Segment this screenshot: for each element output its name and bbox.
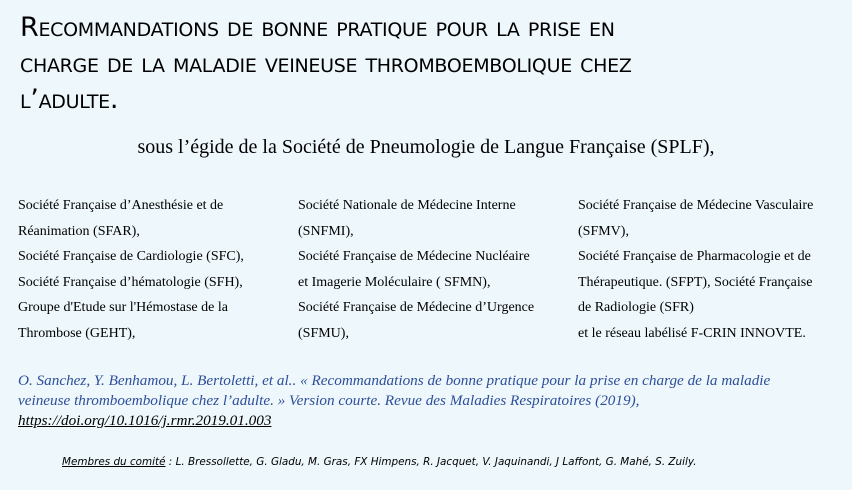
document-title xyxy=(20,10,840,118)
society-line: Société Française d’hématologie (SFH), xyxy=(18,274,243,290)
document-subtitle: sous l’égide de la Société de Pneumologie de Langue Française (SPLF), xyxy=(137,136,715,158)
society-line: Groupe d'Etude sur l'Hémostase de la xyxy=(18,300,228,316)
title-line-1: Recommandations de bonne pratique pour la prise en xyxy=(20,12,615,43)
title-line-3: l’adulte. xyxy=(20,84,119,115)
citation-line-1: O. Sanchez, Y. Benhamou, L. Bertoletti, et al.. « Recommandations de bonne pratique pour la prise en charge de la maladie xyxy=(18,372,771,389)
society-line: Société Française de Pharmacologie et de xyxy=(578,249,811,265)
society-line: (SFMU), xyxy=(298,325,349,341)
society-line: Société Française de Médecine Nucléaire xyxy=(298,249,530,265)
society-line: Thérapeutique. (SFPT), Société Française xyxy=(578,274,813,290)
society-line: de Radiologie (SFR) xyxy=(578,300,694,316)
society-line: Société Française de Cardiologie (SFC), xyxy=(18,249,244,265)
society-line: Société Française de Médecine d’Urgence xyxy=(298,300,535,316)
citation-line-2: veineuse thromboembolique chez l’adulte. » Version courte. Revue des Maladies Respiratoires (2019), xyxy=(18,392,640,409)
society-line: Société Française de Médecine Vasculaire xyxy=(578,198,814,213)
title-line-2: charge de la maladie veineuse thromboembolique chez xyxy=(20,48,632,79)
doi-link[interactable]: https://doi.org/10.1016/j.rmr.2019.01.003 xyxy=(18,412,272,429)
societies-column-1 xyxy=(18,193,296,347)
committee-members xyxy=(62,456,697,468)
society-line: Société Française d’Anesthésie et de xyxy=(18,198,224,213)
society-line: et le réseau labélisé F-CRIN INNOVTE. xyxy=(578,325,806,341)
committee-list: : L. Bressollette, G. Gladu, M. Gras, FX Himpens, R. Jacquet, V. Jaquinandi, J Laffont, G. Mahé, S. Zuily. xyxy=(165,456,697,468)
citation-block xyxy=(18,371,848,431)
committee-label: Membres du comité xyxy=(62,456,166,468)
society-line: (SNFMI), xyxy=(298,223,354,239)
society-line: Société Nationale de Médecine Interne xyxy=(298,198,516,213)
societies-column-2 xyxy=(298,193,576,347)
society-line: Thrombose (GEHT), xyxy=(18,325,136,341)
society-line: (SFMV), xyxy=(578,223,629,239)
society-line: et Imagerie Moléculaire ( SFMN), xyxy=(298,274,491,290)
societies-column-3 xyxy=(578,193,852,347)
society-line: Réanimation (SFAR), xyxy=(18,223,140,239)
